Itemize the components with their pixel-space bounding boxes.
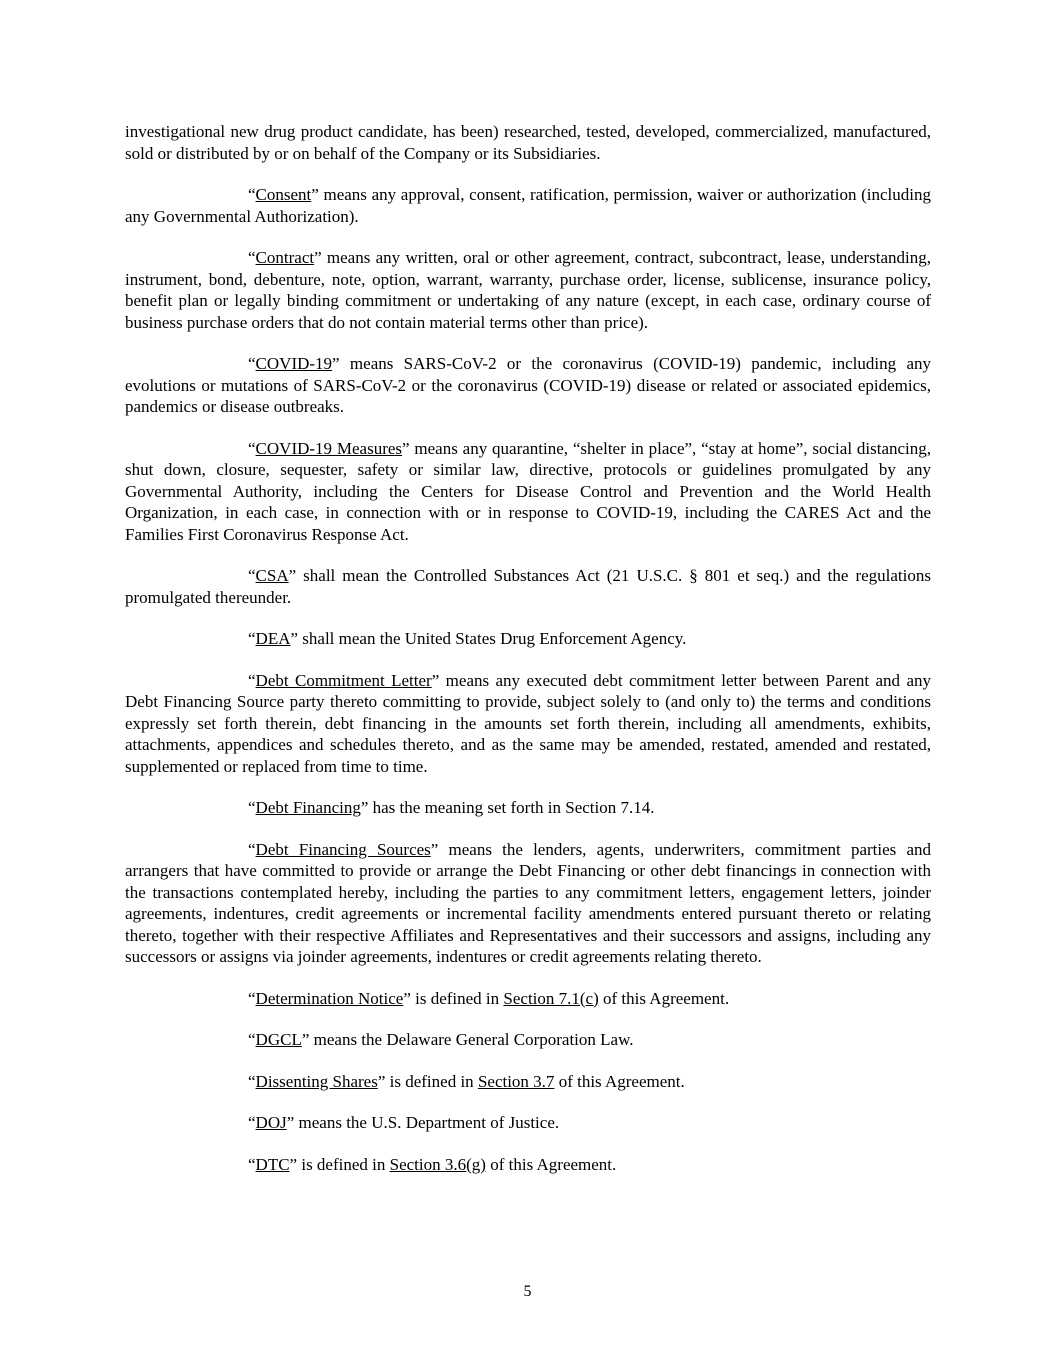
paragraph-list <box>125 121 931 1195</box>
defined-term: Debt Commitment Letter <box>255 670 432 690</box>
text-run: “ <box>248 1154 256 1174</box>
defined-term: COVID-19 <box>255 354 333 373</box>
paragraph <box>125 988 931 1010</box>
text-run: “ <box>248 629 256 648</box>
text-run: ” is defined in <box>289 1154 390 1174</box>
paragraph <box>125 628 931 650</box>
section-reference: Section 3.6(g) <box>389 1154 486 1174</box>
text-run: “ <box>248 1113 256 1132</box>
text-run: ” means any executed debt commitment letter between Parent and any Debt Financing Source party thereto committing to provide, subject solely to (and only to) the terms and conditions expressly set forth therein, debt financing in the amounts set forth therein, including all amendments, exhibits, attachments, appendices and schedules thereto, and as the same may be amended, restated, amended and restated, supplemented or replaced from time to time. <box>125 670 931 776</box>
text-run: of this Agreement. <box>598 988 730 1008</box>
paragraph <box>125 670 931 778</box>
paragraph <box>125 1112 931 1134</box>
defined-term: Determination Notice <box>255 988 404 1008</box>
paragraph <box>125 121 931 164</box>
section-reference: Section 3.7 <box>477 1071 555 1091</box>
page-number: 5 <box>523 1283 532 1300</box>
defined-term: Contract <box>255 248 315 267</box>
text-run: ” shall mean the United States Drug Enforcement Agency. <box>290 629 687 648</box>
text-run: “ <box>248 566 256 585</box>
text-run: “ <box>248 1030 256 1049</box>
paragraph <box>125 797 931 819</box>
defined-term: DOJ <box>255 1113 287 1132</box>
text-run: of this Agreement. <box>554 1071 685 1091</box>
text-run: “ <box>248 670 256 690</box>
defined-term: DGCL <box>255 1030 302 1049</box>
paragraph <box>125 247 931 333</box>
text-run: ” is defined in <box>377 1071 478 1091</box>
paragraph <box>125 353 931 418</box>
text-run: ” means any quarantine, “shelter in place”, “stay at home”, social distancing, shut down, closure, sequester, safety or similar law, directive, protocols or guidelines promulgated by any Governmental Authority, including the Centers for Disease Control and Prevention and the World Health Organization, in each case, in connection with or in response to COVID-19, including the CARES Act and the Families First Coronavirus Response Act. <box>125 438 932 544</box>
text-run: ” means SARS-CoV-2 or the coronavirus (COVID-19) pandemic, including any evolutions or mutations of SARS-CoV-2 or the coronavirus (COVID-19) disease or related or associated epidemics, pandemics or disease outbreaks. <box>125 354 931 416</box>
defined-term: CSA <box>255 566 289 585</box>
text-run: ” means the Delaware General Corporation Law. <box>301 1030 634 1049</box>
defined-term: Debt Financing <box>255 798 361 817</box>
text-run: “ <box>248 354 256 373</box>
defined-term: Dissenting Shares <box>255 1071 378 1091</box>
paragraph <box>125 184 931 227</box>
paragraph <box>125 1029 931 1051</box>
text-run: ” shall mean the Controlled Substances Act (21 U.S.C. § 801 et seq.) and the regulations promulgated thereunder. <box>125 566 931 607</box>
text-run: “ <box>248 248 256 267</box>
text-run: “ <box>248 438 256 458</box>
section-reference: Section 7.1(c) <box>503 988 599 1008</box>
text-run: “ <box>248 988 256 1008</box>
text-run: ” means the lenders, agents, underwriters, commitment parties and arrangers that have committed to provide or arrange the Debt Financing or other debt financings in connection with the transactions contemplated hereby, including the parties to any commitment letters, engagement letters, joinder agreements, indentures, credit agreements or incremental facility amendments entered pursuant thereto or relating thereto, together with their respective Affiliates and Representatives and their successors and assigns, including any successors or assigns via joinder agreements, indentures or credit agreements relating thereto. <box>125 839 931 966</box>
text-run: “ <box>248 839 256 859</box>
defined-term: DEA <box>255 629 291 648</box>
text-run: ” means the U.S. Department of Justice. <box>286 1113 560 1132</box>
paragraph <box>125 438 931 546</box>
text-run: investigational new drug product candidate, has been) researched, tested, developed, commercialized, manufactured, sold or distributed by or on behalf of the Company or its Subsidiaries. <box>125 122 931 163</box>
paragraph <box>125 565 931 608</box>
text-run: ” is defined in <box>403 988 504 1008</box>
text-run: ” has the meaning set forth in Section 7.14. <box>360 798 655 817</box>
defined-term: Consent <box>255 185 312 204</box>
text-run: “ <box>248 798 256 817</box>
defined-term: COVID-19 Measures <box>255 438 403 458</box>
text-run: “ <box>248 1071 256 1091</box>
paragraph <box>125 1154 931 1176</box>
text-run: ” means any approval, consent, ratification, permission, waiver or authorization (including any Governmental Authorization). <box>125 185 931 226</box>
text-run: “ <box>248 185 256 204</box>
defined-term: DTC <box>255 1154 290 1174</box>
defined-term: Debt Financing Sources <box>255 839 431 859</box>
text-run: ” means any written, oral or other agreement, contract, subcontract, lease, understanding, instrument, bond, debenture, note, option, warrant, warranty, purchase order, license, sublicense, insurance policy, benefit plan or legally binding commitment or undertaking of any nature (except, in each case, ordinary course of business purchase orders that do not contain material terms other than price). <box>125 248 931 332</box>
paragraph <box>125 1071 931 1093</box>
text-run: of this Agreement. <box>485 1154 617 1174</box>
paragraph <box>125 839 931 968</box>
